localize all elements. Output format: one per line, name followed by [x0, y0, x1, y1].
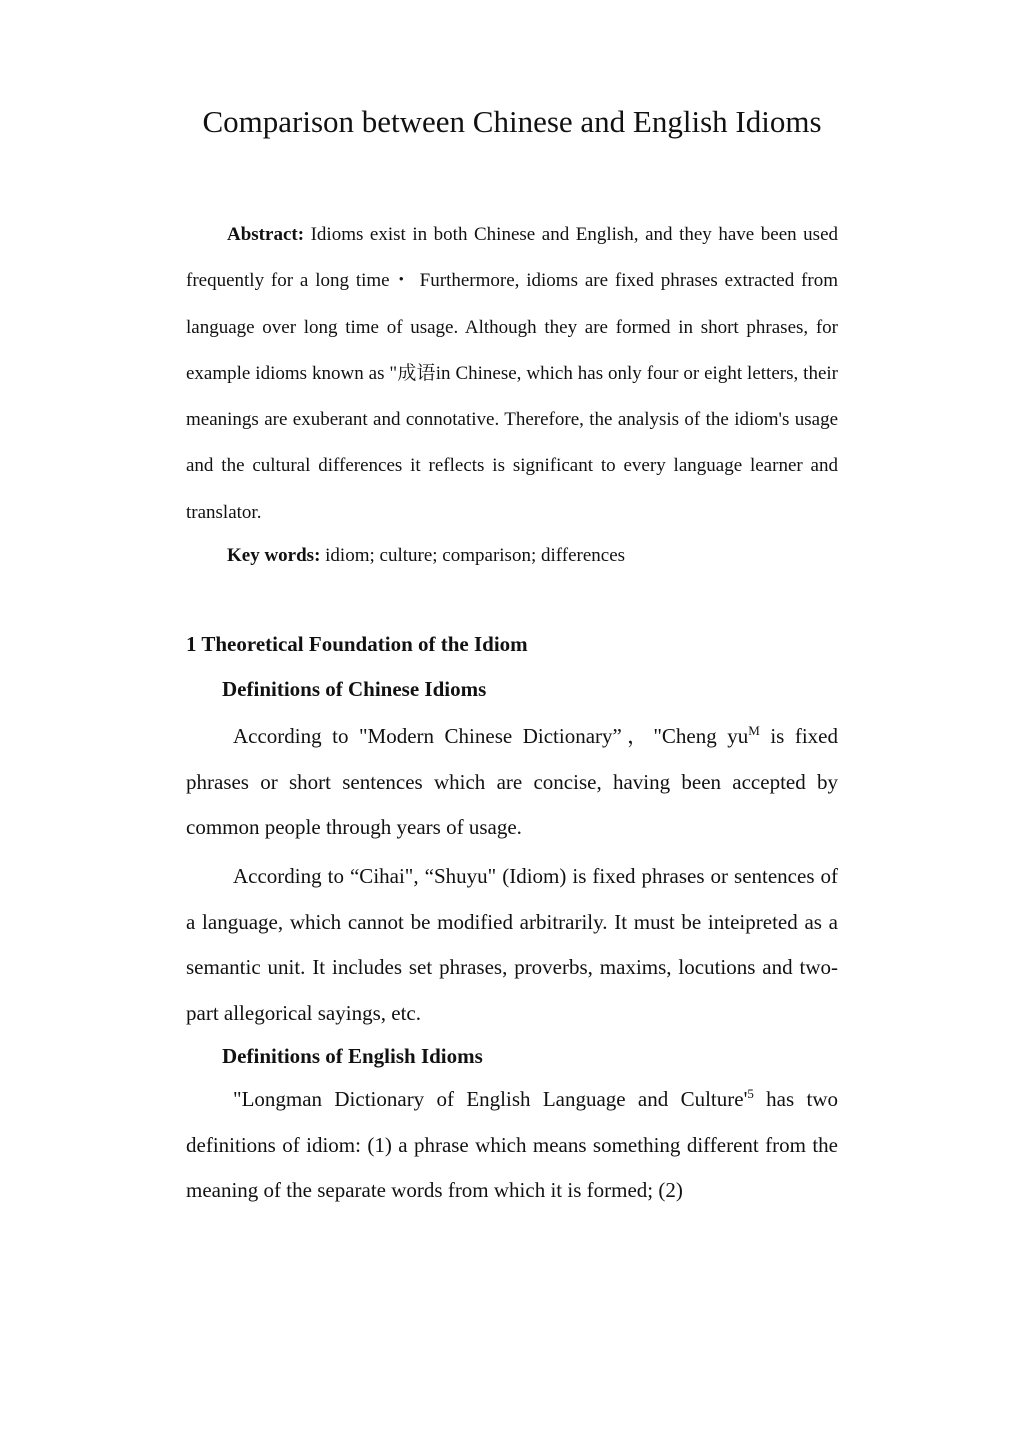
keywords-text: idiom; culture; comparison; differences: [325, 545, 626, 566]
keywords-line: [186, 533, 838, 579]
subsection-heading-english-idioms: Definitions of English Idioms: [222, 1044, 483, 1068]
abstract-paragraph: [186, 212, 838, 536]
superscript-mark: 5: [747, 1086, 754, 1101]
superscript-mark: M: [748, 723, 760, 738]
paragraph-text: is fixed phrases or short sentences which are concise, having been accepted by common people through years of usage.: [186, 724, 838, 839]
paragraph-text: According to "Modern Chinese Dictionary”，"Cheng yu: [233, 724, 749, 748]
keywords-label: Key words:: [227, 545, 321, 566]
abstract-label: Abstract:: [227, 224, 305, 245]
section-heading: 1 Theoretical Foundation of the Idiom: [186, 632, 528, 656]
paragraph-text: "Longman Dictionary of English Language and Culture': [233, 1087, 748, 1111]
body-paragraph: [186, 714, 838, 851]
body-paragraph: According to “Cihai", “Shuyu" (Idiom) is fixed phrases or sentences of a language, which cannot be modified arbitrarily. It must be inteipreted as a semantic unit. It includes set phrases, proverbs, maxims, locutions and two-part allegorical sayings, etc.: [186, 864, 838, 1025]
paragraph-text: has two definitions of idiom: (1) a phrase which means something different from the meaning of the separate words from which it is formed; (2): [186, 1087, 839, 1202]
subsection-heading-chinese-idioms: Definitions of Chinese Idioms: [222, 677, 487, 701]
document-title: Comparison between Chinese and English Idioms: [202, 104, 822, 139]
body-paragraph: [186, 1077, 838, 1214]
abstract-text: Idioms exist in both Chinese and English, and they have been used frequently for a long time・ Furthermore, idioms are fixed phrases extracted from language over long time of usage. Although they are formed in short phrases, for example idioms known as "成语in Chinese, which has only four or eight letters, their meanings are exuberant and connotative. Therefore, the analysis of the idiom's usage and the cultural differences it reflects is significant to every language learner and translator.: [186, 224, 839, 523]
